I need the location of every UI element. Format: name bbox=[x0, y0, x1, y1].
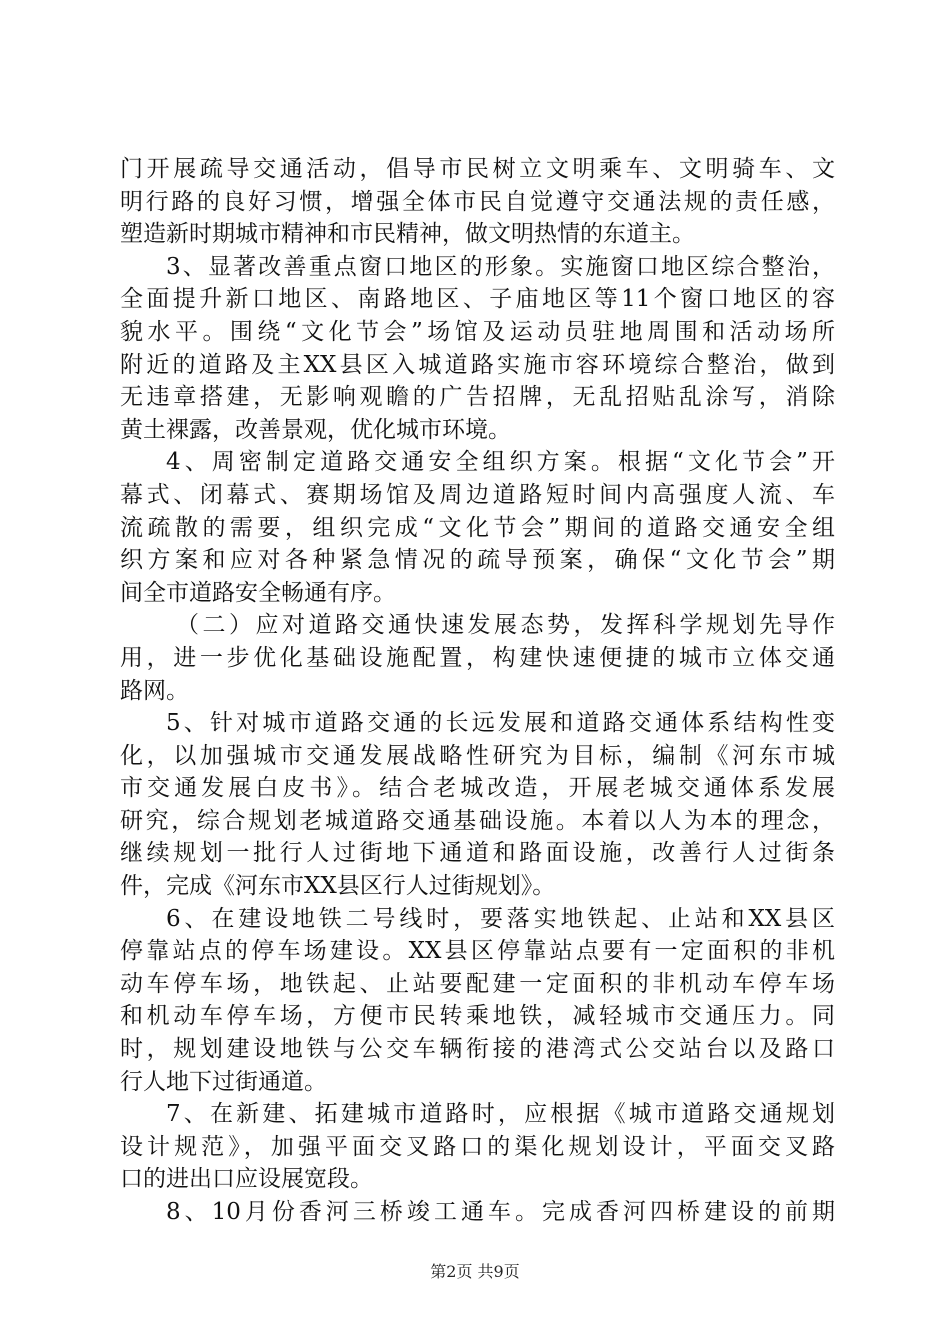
text-line: 路网。 bbox=[120, 677, 189, 704]
text-line: 附近的道路及主XX县区入城道路实施市容环境综合整治，做到 bbox=[120, 351, 835, 378]
text-line: 织方案和应对各种紧急情况的疏导预案，确保“文化节会”期 bbox=[120, 547, 835, 574]
text-line: 口的进出口应设展宽段。 bbox=[120, 1166, 373, 1193]
document-body bbox=[120, 153, 835, 1229]
text-line: 貌水平。围绕“文化节会”场馆及运动员驻地周围和活动场所 bbox=[120, 318, 835, 345]
text-line: 和机动车停车场，方便市民转乘地铁，减轻城市交通压力。同 bbox=[120, 1003, 835, 1030]
text-line: 3、显著改善重点窗口地区的形象。实施窗口地区综合整治， bbox=[166, 253, 835, 280]
text-line: 设计规范》，加强平面交叉路口的渠化规划设计，平面交叉路 bbox=[120, 1133, 835, 1160]
text-line: 幕式、闭幕式、赛期场馆及周边道路短时间内高强度人流、车 bbox=[120, 481, 835, 508]
text-line: 塑造新时期城市精神和市民精神，做文明热情的东道主。 bbox=[120, 221, 695, 248]
text-line: 动车停车场，地铁起、止站要配建一定面积的非机动车停车场 bbox=[120, 970, 835, 997]
text-line: 5、针对城市道路交通的长远发展和道路交通体系结构性变 bbox=[166, 710, 835, 737]
text-line: 6、在建设地铁二号线时，要落实地铁起、止站和XX县区 bbox=[166, 905, 835, 932]
text-line: 研究，综合规划老城道路交通基础设施。本着以人为本的理念， bbox=[120, 807, 835, 834]
text-line: 时，规划建设地铁与公交车辆衔接的港湾式公交站台以及路口 bbox=[120, 1036, 835, 1063]
text-line: 全面提升新口地区、南路地区、子庙地区等11个窗口地区的容 bbox=[120, 286, 835, 313]
text-line: 件，完成《河东市XX县区行人过街规划》。 bbox=[120, 873, 556, 900]
text-line: 继续规划一批行人过街地下通道和路面设施，改善行人过街条 bbox=[120, 840, 835, 867]
text-line: 市交通发展白皮书》。结合老城改造，开展老城交通体系发展 bbox=[120, 775, 835, 802]
text-line: 黄土裸露，改善景观，优化城市环境。 bbox=[120, 416, 511, 443]
text-line: （二）应对道路交通快速发展态势，发挥科学规划先导作 bbox=[176, 612, 835, 639]
page-footer: 第2页 共9页 bbox=[430, 1262, 520, 1281]
text-line: 流疏散的需要，组织完成“文化节会”期间的道路交通安全组 bbox=[120, 514, 835, 541]
text-line: 无违章搭建，无影响观瞻的广告招牌，无乱招贴乱涂写，消除 bbox=[120, 384, 835, 411]
text-line: 间全市道路安全畅通有序。 bbox=[120, 579, 396, 606]
text-line: 化，以加强城市交通发展战略性研究为目标，编制《河东市城 bbox=[120, 742, 835, 769]
text-line: 明行路的良好习惯，增强全体市民自觉遵守交通法规的责任感， bbox=[120, 188, 835, 215]
text-line: 门开展疏导交通活动，倡导市民树立文明乘车、文明骑车、文 bbox=[120, 156, 835, 182]
text-line: 用，进一步优化基础设施配置，构建快速便捷的城市立体交通 bbox=[120, 644, 835, 671]
text-line: 7、在新建、拓建城市道路时，应根据《城市道路交通规划 bbox=[166, 1101, 835, 1128]
text-line: 行人地下过街通道。 bbox=[120, 1068, 327, 1095]
text-line: 4、周密制定道路交通安全组织方案。根据“文化节会”开 bbox=[166, 449, 835, 476]
text-line: 停靠站点的停车场建设。XX县区停靠站点要有一定面积的非机 bbox=[120, 938, 835, 965]
text-line: 8、10月份香河三桥竣工通车。完成香河四桥建设的前期 bbox=[166, 1199, 835, 1225]
